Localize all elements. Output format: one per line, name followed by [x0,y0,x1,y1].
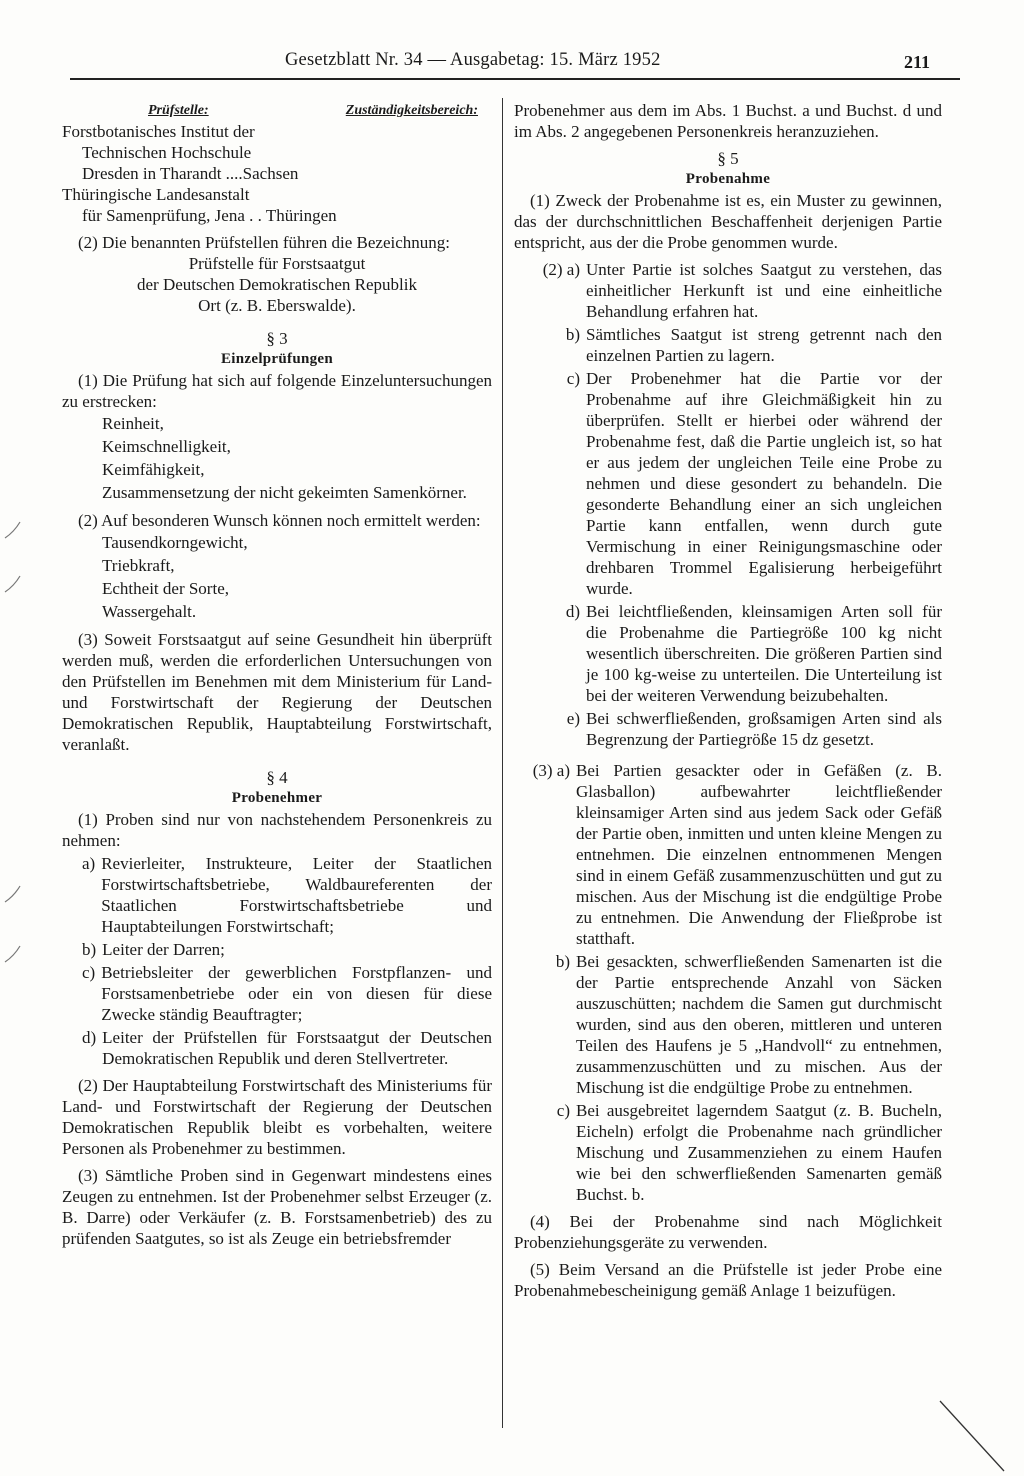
bezeichnung-line: der Deutschen Demokratischen Republik [137,275,417,294]
item-letter: a) [566,260,580,279]
pruefstelle-entry [62,121,492,184]
s3-list-2 [102,531,492,623]
s3-paragraph-2: (2) Auf besonderen Wunsch können noch ermittelt werden: [78,511,481,530]
entry-line: Dresden in Tharandt ....Sachsen [82,164,299,183]
item-label: c) [566,369,580,388]
list-item: Keimfähigkeit, [102,460,205,479]
item-label [514,259,586,280]
bezeichnung-line: Ort (z. B. Eberswalde). [198,296,356,315]
s4-items [62,853,492,1069]
list-item: Echtheit der Sorte, [102,579,229,598]
header-zustaendigkeit: Zuständigkeitsbereich: [345,103,478,118]
item-text: Betriebsleiter der gewerblichen Forstpflanzen- und Forstsamenbetriebe oder ein von diesen für diese Zwecke ständig Beauftragter; [101,963,492,1024]
list-item [514,760,942,949]
item-text: Sämtliches Saatgut ist streng getrennt nach den einzelnen Partien zu lagern. [586,325,942,365]
entry-line: Technischen Hochschule [82,143,252,162]
list-item [514,368,942,599]
item-text: Bei gesackten, schwerfließenden Samenarten ist die der Partie entsprechende Anzahl von Säcken auszuschütten; nachdem die Samen gut durchmischt wurden, sind aus den oberen, mittleren und unteren Teilen des Haufens je 5 „Handvoll“ zu entnehmen, zusammenzuschütten und zu mischen. Aus der Mischung ist die endgültige Probe zu entnehmen. [576,952,942,1097]
item-label: b) [82,940,97,959]
paragraph-number: (2) [542,260,563,279]
s3-paragraph-3: (3) Soweit Forstsaatgut auf seine Gesundheit hin überprüft werden muß, werden die erforderlichen Untersuchungen von den Prüfstellen im Benehmen mit dem Ministerium für Land- und Forstwirtschaft der Regierung der Deutschen Demokratischen Republik, Hauptabteilung Forstwirtschaft, veranlaßt. [62,630,492,754]
item-label: a) [82,854,96,873]
section-number: § 4 [266,768,288,787]
item-text: Bei schwerfließenden, großsamigen Arten sind als Begrenzung der Partiegröße 15 dz gesetzt. [586,709,942,749]
s3-list-1 [102,412,492,504]
list-item [514,601,942,706]
list-item [514,708,942,750]
section-number: § 3 [266,329,288,348]
entry-line: Thüringische Landesanstalt [62,185,250,204]
item-text: Leiter der Darren; [102,940,225,959]
bezeichnung-block [62,253,492,316]
s4-paragraph-1: (1) Proben sind nur von nachstehendem Personenkreis zu nehmen: [62,810,492,850]
list-item: Zusammensetzung der nicht gekeimten Samenkörner. [102,483,467,502]
pencil-stroke-mark [930,1395,1020,1475]
pencil-margin-marks [0,510,30,980]
header-pruefstelle: Prüfstelle: [148,103,209,118]
item-text: Bei Partien gesackter oder in Gefäßen (z. B. Glasballon) aufbewahrter leichtfließender kleinsamiger Arten sind aus jedem Sack oder Gefäß der Partie oben, inmitten und unten kleine Mengen zu entnehmen. Die einzelnen entnommenen Mengen sind in einem Gefäß zusammenzuschütten und gut zu mischen. Aus der Mischung ist die endgültige Probe zu entnehmen. Die Anwendung der Fließprobe ist statthaft. [576,761,942,948]
item-label: b) [555,952,570,971]
item-text: Bei leichtfließenden, kleinsamigen Arten soll für die Probenahme die Partiegröße 100 kg nicht wesentlich überschreiten. Die größeren Partien sind je 100 kg-weise zu unterteilen. Die Unterteilung ist bei der weiteren Verwendung beizubehalten. [586,602,942,705]
continuation-text: Probenehmer aus dem im Abs. 1 Buchst. a und Buchst. d und im Abs. 2 angegebenen Personenkreis heranzuziehen. [514,101,942,141]
entry-line: Forstbotanisches Institut der [62,122,255,141]
item-text: Der Probenehmer hat die Partie vor der Probenahme auf ihre Gleichmäßigkeit hin zu überprüfen. Stellt er hierbei oder während der Probenahme fest, daß die Partie ungleich ist, so hat er aus jedem der ungleichen Teile eine Probe zu nehmen und diese gesondert zu behandeln. Die gesonderte Behandlung einer an sich ungleichen Partie kann entfallen, wenn durch gute Vermischung in einer Reinigungsmaschine oder drehbaren Trommel Egalisierung herbeigeführt wurde. [586,369,942,598]
column-divider [502,98,503,1428]
bezeichnung-line: Prüfstelle für Forstsaatgut [188,254,366,273]
page-number: 211 [903,52,930,72]
section-number: § 5 [717,149,739,168]
item-text: Revierleiter, Instrukteure, Leiter der Staatlichen Forstwirtschaftsbetriebe, Waldbaureferenten der Staatlichen Forstwirtschaftsbetriebe und Hauptabteilungen Forstwirtschaft; [101,854,492,936]
list-item: Wassergehalt. [102,602,197,621]
list-item [82,853,492,937]
s3-paragraph-1: (1) Die Prüfung hat sich auf folgende Einzeluntersuchungen zu erstrecken: [62,371,492,411]
list-item: Triebkraft, [102,556,175,575]
section-title: Probenehmer [231,790,323,806]
list-item [82,962,492,1025]
item-text: Leiter der Prüfstellen für Forstsaatgut der Deutschen Demokratischen Republik und deren Stellvertreter. [102,1028,492,1068]
list-item [514,324,942,366]
header-title: Gesetzblatt Nr. 34 — Ausgabetag: 15. März 1952 [285,50,661,70]
pruefstelle-column-headers [62,100,492,121]
entry-line: für Samenprüfung, Jena . . Thüringen [82,206,337,225]
left-column [62,100,492,1249]
pruefstelle-entry [62,184,492,226]
item-text: Bei ausgebreitet lagerndem Saatgut (z. B. Bucheln, Eicheln) erfolgt die Probenahme nach gründlicher Mischung und Zusammenziehen zu einem Haufen wie bei den schwerfließenden Samenarten gemäß Buchst. b. [576,1101,942,1204]
page-header [70,50,960,80]
right-column [514,100,942,1301]
section-title: Einzelprüfungen [220,351,334,367]
list-item [514,1100,942,1205]
list-item: Keimschnelligkeit, [102,437,231,456]
list-item [514,951,942,1098]
s5-paragraph-5: (5) Beim Versand an die Prüfstelle ist jeder Probe eine Probenahmebescheinigung gemäß Anlage 1 beizufügen. [514,1260,942,1300]
s5-paragraph-1: (1) Zweck der Probenahme ist es, ein Muster zu gewinnen, das der durchschnittlichen Beschaffenheit derjenigen Partie entspricht, aus der die Probe genommen wurde. [514,191,942,252]
section-title: Probenahme [685,171,771,187]
list-item [82,939,492,960]
paragraph-2-intro: (2) Die benannten Prüfstellen führen die Bezeichnung: [78,233,450,252]
item-label: c) [82,963,96,982]
item-text: Unter Partie ist solches Saatgut zu verstehen, das einheitlicher Herkunft ist und eine einheitliche Behandlung erfahren hat. [586,260,942,321]
paragraph-number: (3) [532,761,553,780]
s5-paragraph-4: (4) Bei der Probenahme sind nach Möglichkeit Probenziehungsgeräte zu verwenden. [514,1212,942,1252]
s4-paragraph-3: (3) Sämtliche Proben sind in Gegenwart mindestens eines Zeugen zu entnehmen. Ist der Probenehmer selbst Erzeuger (z. B. Darre) oder Verkäufer (z. B. Forstsamenbetrieb) des zu prüfenden Saatgutes, so ist als Zeuge ein betriebsfremder [62,1166,492,1248]
item-label: c) [556,1101,570,1120]
list-item [514,259,942,322]
item-label: b) [565,325,580,344]
pruefstellen-list [62,121,492,226]
item-label: e) [566,709,580,728]
list-item: Tausendkorngewicht, [102,533,248,552]
list-item: Reinheit, [102,414,164,433]
item-label [514,760,576,781]
item-label: d) [82,1028,97,1047]
item-letter: a) [556,761,570,780]
list-item [82,1027,492,1069]
s4-paragraph-2: (2) Der Hauptabteilung Forstwirtschaft des Ministeriums für Land- und Forstwirtschaft der Regierung der Deutschen Demokratischen Republik bleibt es vorbehalten, weitere Personen als Probenehmer zu bestimmen. [62,1076,492,1158]
item-label: d) [565,602,580,621]
